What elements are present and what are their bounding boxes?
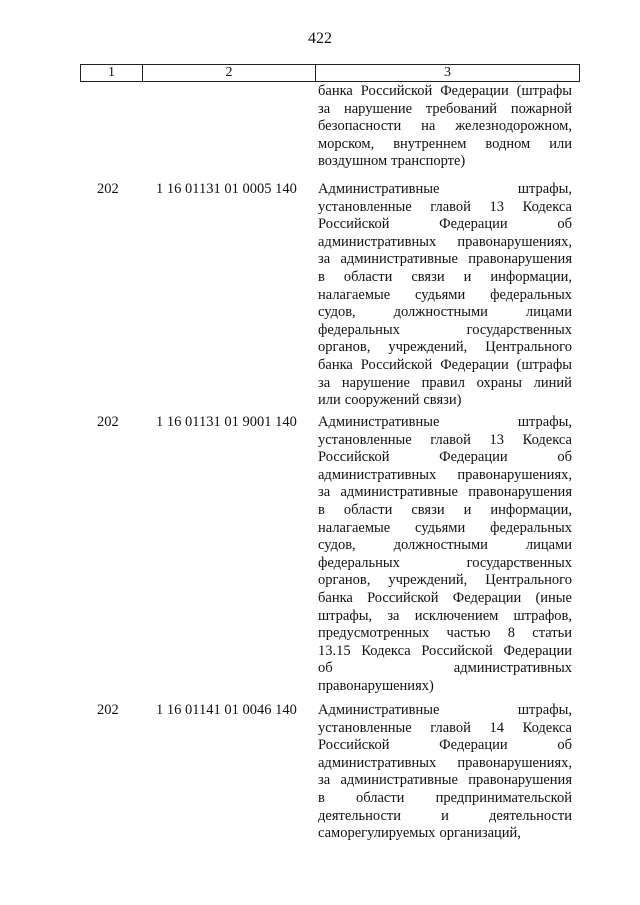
- revenue-code: 1 16 01131 01 0005 140: [156, 181, 297, 197]
- revenue-description: [318, 181, 572, 410]
- description-line: об административных: [318, 660, 572, 677]
- description-line: или сооружений связи): [318, 392, 462, 409]
- description-line: федеральных государственных: [318, 554, 572, 571]
- description-line: за административные правонарушения: [318, 484, 572, 501]
- description-line: федеральных государственных: [318, 321, 572, 338]
- column-header-2: 2: [143, 65, 316, 82]
- admin-code: 202: [97, 702, 119, 718]
- continued-description: [318, 83, 572, 171]
- description-line: в области предпринимательской: [318, 789, 572, 806]
- description-line: Административные штрафы,: [318, 414, 572, 430]
- description-line: Административные штрафы,: [318, 702, 572, 718]
- page-number: 422: [308, 30, 332, 47]
- description-line: морском, внутреннем водном или: [318, 135, 572, 152]
- admin-code: 202: [97, 414, 119, 430]
- description-line: воздушном транспорте): [318, 153, 466, 170]
- description-line: в области связи и информации,: [318, 268, 572, 285]
- description-line: 13.15 Кодекса Российской Федерации: [318, 642, 572, 659]
- description-line: в области связи и информации,: [318, 501, 572, 518]
- description-line: органов, учреждений, Центрального: [318, 572, 572, 589]
- description-line: налагаемые судьями федеральных: [318, 286, 572, 303]
- description-line: административных правонарушениях,: [318, 233, 572, 250]
- description-line: за нарушение требований пожарной: [318, 100, 572, 117]
- description-line: Российской Федерации об: [318, 216, 572, 233]
- description-line: за административные правонарушения: [318, 772, 572, 789]
- description-line: штрафы, за исключением штрафов,: [318, 607, 572, 624]
- description-line: судов, должностными лицами: [318, 304, 572, 321]
- description-line: административных правонарушениях,: [318, 466, 572, 483]
- column-header-1: 1: [81, 65, 143, 82]
- description-line: за административные правонарушения: [318, 251, 572, 268]
- description-line: предусмотренных частью 8 статьи: [318, 625, 572, 642]
- description-line: банка Российской Федерации (штрафы: [318, 356, 572, 373]
- description-line: правонарушениях): [318, 677, 434, 694]
- column-header-row: [81, 65, 580, 82]
- description-line: банка Российской Федерации (иные: [318, 589, 572, 606]
- description-line: Российской Федерации об: [318, 449, 572, 466]
- description-line: установленные главой 14 Кодекса: [318, 719, 572, 736]
- column-header-table: [80, 64, 580, 82]
- description-line: судов, должностными лицами: [318, 537, 572, 554]
- description-line: Российской Федерации об: [318, 737, 572, 754]
- revenue-code: 1 16 01141 01 0046 140: [156, 702, 297, 718]
- description-line: органов, учреждений, Центрального: [318, 339, 572, 356]
- description-line: банка Российской Федерации (штрафы: [318, 83, 572, 99]
- description-line: установленные главой 13 Кодекса: [318, 431, 572, 448]
- description-line: саморегулируемых организаций,: [318, 825, 521, 842]
- admin-code: 202: [97, 181, 119, 197]
- description-line: административных правонарушениях,: [318, 754, 572, 771]
- column-header-3: 3: [316, 65, 580, 82]
- description-line: безопасности на железнодорожном,: [318, 118, 572, 135]
- description-line: деятельности и деятельности: [318, 807, 572, 824]
- description-line: Административные штрафы,: [318, 181, 572, 197]
- description-line: налагаемые судьями федеральных: [318, 519, 572, 536]
- revenue-description: [318, 702, 572, 843]
- revenue-description: [318, 414, 572, 696]
- description-line: за нарушение правил охраны линий: [318, 374, 572, 391]
- description-line: установленные главой 13 Кодекса: [318, 198, 572, 215]
- revenue-code: 1 16 01131 01 9001 140: [156, 414, 297, 430]
